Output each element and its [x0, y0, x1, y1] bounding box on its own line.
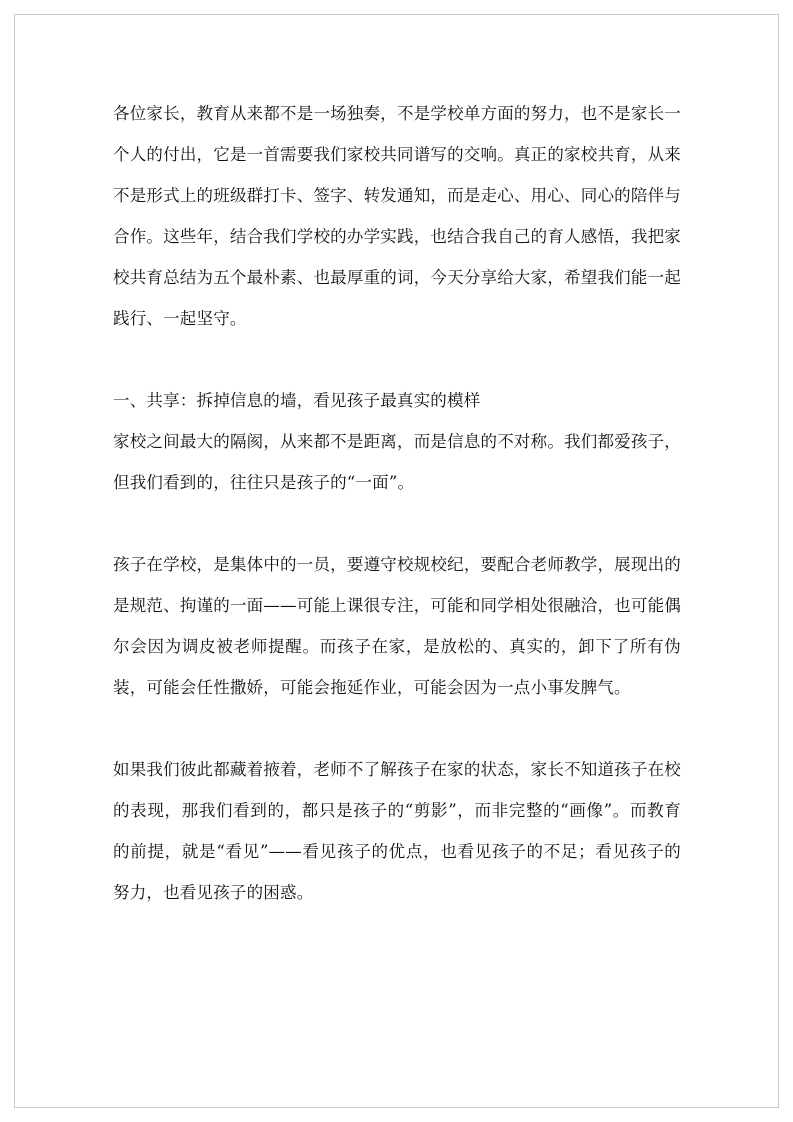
spacer-2 [113, 503, 681, 544]
paragraph-hiding-consequence: 如果我们彼此都藏着掖着，老师不了解孩子在家的状态，家长不知道孩子在校的表现，那我们看到的，都只是孩子的“剪影”，而非完整的“画像”。而教育的前提，就是“看见”——看见孩子的优点，也看见孩子的不足；看见孩子的努力，也看见孩子的困惑。 [113, 760, 681, 902]
paragraph-opening: 各位家长，教育从来都不是一场独奏，不是学校单方面的努力，也不是家长一个人的付出，它是一首需要我们家校共同谱写的交响。真正的家校共育，从来不是形式上的班级群打卡、签字、转发通知，而是走心、用心、同心的陪伴与合作。这些年，结合我们学校的办学实践，也结合我自己的育人感悟，我把家校共育总结为五个最朴素、也最厚重的词，今天分享给大家，希望我们能一起践行、一起坚守。 [113, 104, 681, 328]
paragraph-section-one-intro: 家校之间最大的隔阂，从来都不是距离，而是信息的不对称。我们都爱孩子，但我们看到的，往往只是孩子的“一面”。 [113, 432, 681, 492]
document-body [113, 93, 681, 913]
spacer-3 [113, 708, 681, 749]
heading-section-one: 一、共享：拆掉信息的墙，看见孩子最真实的模样 [113, 391, 481, 410]
paragraph-child-at-school: 孩子在学校，是集体中的一员，要遵守校规校纪，要配合老师教学，展现出的是规范、拘谨的一面——可能上课很专注，可能和同学相处很融洽，也可能偶尔会因为调皮被老师提醒。而孩子在家，是放松的、真实的，卸下了所有伪装，可能会任性撒娇，可能会拖延作业，可能会因为一点小事发脾气。 [113, 555, 681, 697]
spacer-1 [113, 339, 681, 380]
